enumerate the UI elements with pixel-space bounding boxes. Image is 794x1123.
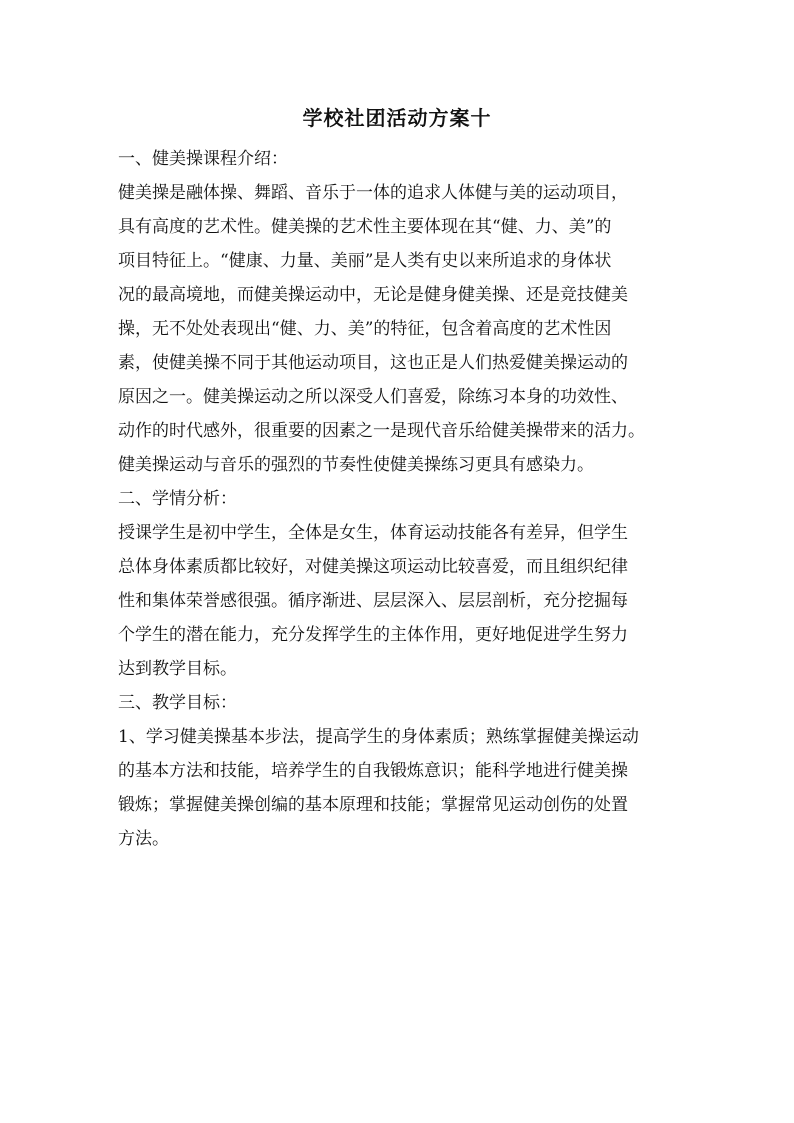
text-line: 1、学习健美操基本步法，提高学生的身体素质；熟练掌握健美操运动	[118, 727, 639, 747]
text-line: 素，使健美操不同于其他运动项目，这也正是人们热爱健美操运动的	[118, 353, 628, 373]
text-line: 的基本方法和技能，培养学生的自我锻炼意识；能科学地进行健美操	[118, 761, 628, 781]
document-title: 学校社团活动方案十	[302, 106, 492, 130]
document-body	[118, 142, 688, 856]
text-line: 锻炼；掌握健美操创编的基本原理和技能；掌握常见运动创伤的处置	[118, 795, 628, 815]
text-line: 个学生的潜在能力，充分发挥学生的主体作用，更好地促进学生努力	[118, 625, 628, 645]
text-line: 具有高度的艺术性。健美操的艺术性主要体现在其“健、力、美”的	[118, 217, 612, 237]
text-line: 健美操运动与音乐的强烈的节奏性使健美操练习更具有感染力。	[118, 455, 594, 475]
text-line: 达到教学目标。	[118, 659, 237, 679]
paragraph-course-intro	[118, 176, 688, 482]
text-line: 性和集体荣誉感很强。循序渐进、层层深入、层层剖析，充分挖掘每	[118, 591, 628, 611]
text-line: 原因之一。健美操运动之所以深受人们喜爱，除练习本身的功效性、	[118, 387, 628, 407]
section-heading-teaching-goals: 三、教学目标：	[118, 693, 237, 713]
text-line: 方法。	[118, 829, 169, 849]
text-line: 健美操是融体操、舞蹈、音乐于一体的追求人体健与美的运动项目，	[118, 183, 628, 203]
paragraph-student-analysis	[118, 516, 688, 686]
text-line: 总体身体素质都比较好，对健美操这项运动比较喜爱，而且组织纪律	[118, 557, 628, 577]
text-line: 操，无不处处表现出“健、力、美”的特征，包含着高度的艺术性因	[118, 319, 612, 339]
section-heading-course-intro: 一、健美操课程介绍：	[118, 149, 288, 169]
text-line: 动作的时代感外，很重要的因素之一是现代音乐给健美操带来的活力。	[118, 421, 645, 441]
section-heading-student-analysis: 二、学情分析：	[118, 489, 237, 509]
paragraph-teaching-goals	[118, 720, 688, 856]
text-line: 况的最高境地，而健美操运动中，无论是健身健美操、还是竞技健美	[118, 285, 628, 305]
text-line: 项目特征上。“健康、力量、美丽”是人类有史以来所追求的身体状	[118, 251, 612, 271]
text-line: 授课学生是初中学生，全体是女生，体育运动技能各有差异，但学生	[118, 523, 628, 543]
